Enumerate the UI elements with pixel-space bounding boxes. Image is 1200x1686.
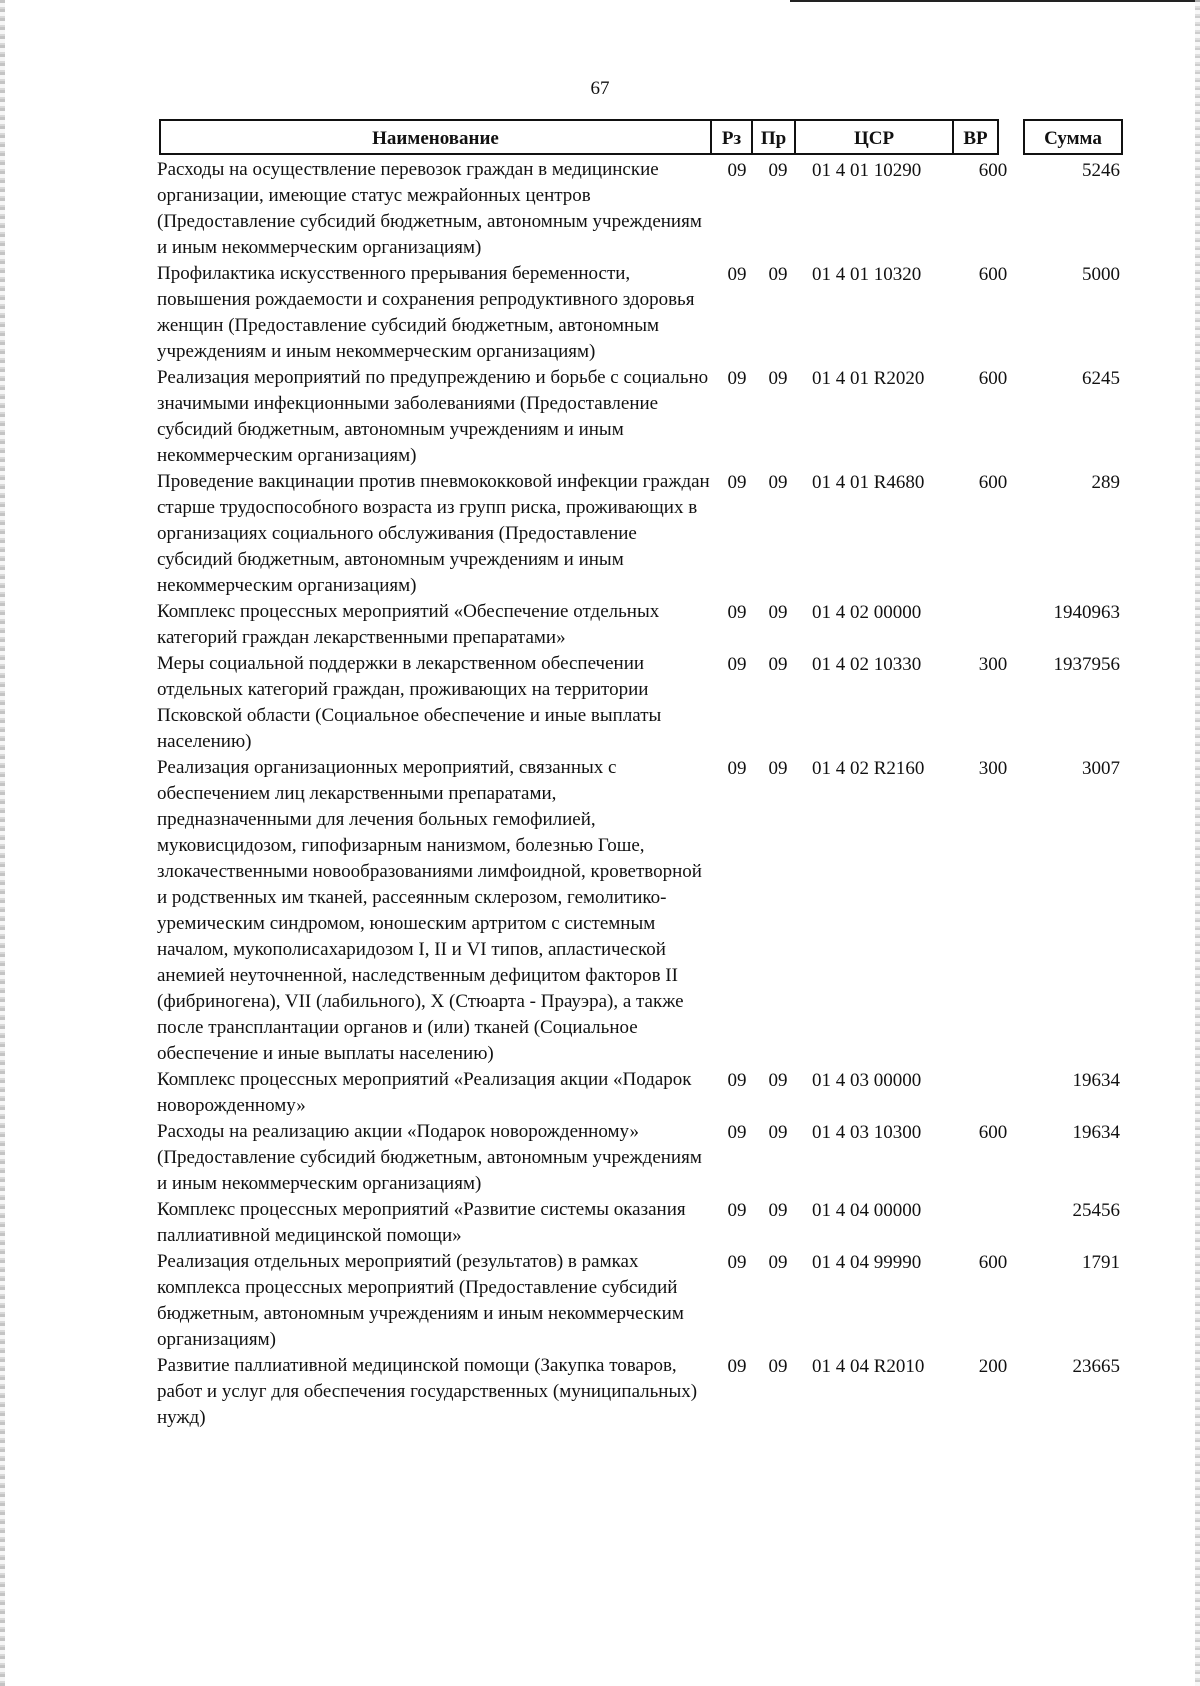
row-csr: 01 4 03 10300	[812, 1122, 922, 1143]
header-pr: Пр	[751, 119, 796, 155]
row-csr: 01 4 01 R2020	[812, 368, 925, 389]
table-row	[0, 651, 1200, 755]
row-name: Реализация организационных мероприятий, связанных с обеспечением лиц лекарственными препаратами, предназначенными для лечения больных гемофилией, муковисцидозом, гипофизарным нанизмом, болезнью Гоше, злокачественными новообразованиями лимфоидной, кроветворной и родственных им тканей, рассеянным склерозом, гемолитико-уремическим синдромом, юношеским артритом с системным началом, мукополисахаридозом I, II и VI типов, апластической анемией неуточненной, наследственным дефицитом факторов II (фибриногена), VII (лабильного), X (Стюарта - Прауэра), а также после трансплантации органов и (или) тканей (Социальное обеспечение и иные выплаты населению)	[157, 757, 702, 1064]
row-sum: 3007	[1082, 758, 1120, 779]
row-name: Меры социальной поддержки в лекарственном обеспечении отдельных категорий граждан, проживающих на территории Псковской области (Социальное обеспечение и иные выплаты населению)	[157, 653, 662, 752]
row-pr: 09	[768, 1252, 788, 1273]
row-pr: 09	[768, 602, 788, 623]
row-sum: 19634	[1072, 1070, 1120, 1091]
row-rz: 09	[727, 264, 747, 285]
row-sum: 25456	[1072, 1200, 1120, 1221]
row-sum: 1940963	[1053, 602, 1120, 623]
row-vr: 300	[978, 758, 1008, 779]
table-row	[0, 1119, 1200, 1197]
table-row	[0, 1249, 1200, 1353]
page-number: 67	[590, 78, 610, 99]
table-row	[0, 755, 1200, 1067]
row-csr: 01 4 01 R4680	[812, 472, 925, 493]
row-name: Комплекс процессных мероприятий «Реализация акции «Подарок новорожденному»	[157, 1069, 692, 1116]
row-sum: 5246	[1082, 160, 1120, 181]
row-rz: 09	[727, 1252, 747, 1273]
table-header	[159, 119, 1124, 155]
row-sum: 19634	[1072, 1122, 1120, 1143]
row-name: Развитие паллиативной медицинской помощи (Закупка товаров, работ и услуг для обеспечения государственных (муниципальных) нужд)	[157, 1355, 698, 1428]
row-vr: 200	[978, 1356, 1008, 1377]
header-name: Наименование	[159, 119, 712, 155]
row-name: Расходы на осуществление перевозок граждан в медицинские организации, имеющие статус межрайонных центров (Предоставление субсидий бюджетным, автономным учреждениям и иным некоммерческим организациям)	[157, 159, 702, 258]
row-name: Комплекс процессных мероприятий «Обеспечение отдельных категорий граждан лекарственными препаратами»	[157, 601, 660, 648]
header-vr: ВР	[952, 119, 999, 155]
row-vr: 600	[978, 472, 1008, 493]
table-row	[0, 157, 1200, 261]
row-csr: 01 4 01 10290	[812, 160, 922, 181]
table-row	[0, 469, 1200, 599]
row-pr: 09	[768, 654, 788, 675]
row-csr: 01 4 02 00000	[812, 602, 922, 623]
row-vr: 600	[978, 1122, 1008, 1143]
row-rz: 09	[727, 1070, 747, 1091]
scan-top-edge	[790, 0, 1200, 2]
row-pr: 09	[768, 758, 788, 779]
row-name: Профилактика искусственного прерывания беременности, повышения рождаемости и сохранения репродуктивного здоровья женщин (Предоставление субсидий бюджетным, автономным учреждениям и иным некоммерческим организациям)	[157, 263, 695, 362]
table-row	[0, 365, 1200, 469]
row-pr: 09	[768, 1356, 788, 1377]
row-csr: 01 4 04 R2010	[812, 1356, 925, 1377]
row-name: Реализация отдельных мероприятий (результатов) в рамках комплекса процессных мероприятий (Предоставление субсидий бюджетным, автономным учреждениям и иным некоммерческим организациям)	[157, 1251, 684, 1350]
row-vr: 600	[978, 368, 1008, 389]
row-pr: 09	[768, 472, 788, 493]
row-rz: 09	[727, 1356, 747, 1377]
row-name: Реализация мероприятий по предупреждению и борьбе с социально значимыми инфекционными заболеваниями (Предоставление субсидий бюджетным, автономным учреждениям и иным некоммерческим организациям)	[157, 367, 709, 466]
row-pr: 09	[768, 160, 788, 181]
row-rz: 09	[727, 758, 747, 779]
row-pr: 09	[768, 368, 788, 389]
row-csr: 01 4 03 00000	[812, 1070, 922, 1091]
row-rz: 09	[727, 472, 747, 493]
table-body	[0, 157, 1200, 1431]
row-sum: 1791	[1082, 1252, 1120, 1273]
row-csr: 01 4 02 10330	[812, 654, 922, 675]
row-vr: 600	[978, 264, 1008, 285]
header-sum: Сумма	[1023, 119, 1123, 155]
row-name: Проведение вакцинации против пневмококковой инфекции граждан старше трудоспособного возраста из групп риска, проживающих в организациях социального обслуживания (Предоставление субсидий бюджетным, автономным учреждениям и иным некоммерческим организациям)	[157, 471, 710, 596]
row-sum: 5000	[1082, 264, 1120, 285]
row-name: Комплекс процессных мероприятий «Развитие системы оказания паллиативной медицинской помощи»	[157, 1199, 686, 1246]
header-csr: ЦСР	[794, 119, 954, 155]
row-pr: 09	[768, 264, 788, 285]
row-vr: 600	[978, 160, 1008, 181]
row-sum: 1937956	[1053, 654, 1120, 675]
row-pr: 09	[768, 1200, 788, 1221]
row-sum: 289	[1091, 472, 1120, 493]
row-csr: 01 4 01 10320	[812, 264, 922, 285]
row-pr: 09	[768, 1070, 788, 1091]
row-name: Расходы на реализацию акции «Подарок новорожденному» (Предоставление субсидий бюджетным, автономным учреждениям и иным некоммерческим организациям)	[157, 1121, 702, 1194]
table-row	[0, 1353, 1200, 1431]
table-row	[0, 261, 1200, 365]
row-vr: 600	[978, 1252, 1008, 1273]
row-csr: 01 4 04 99990	[812, 1252, 922, 1273]
row-rz: 09	[727, 1200, 747, 1221]
table-row	[0, 599, 1200, 651]
table-row	[0, 1197, 1200, 1249]
row-rz: 09	[727, 160, 747, 181]
row-rz: 09	[727, 602, 747, 623]
row-sum: 23665	[1072, 1356, 1120, 1377]
header-rz: Рз	[710, 119, 753, 155]
row-rz: 09	[727, 368, 747, 389]
row-csr: 01 4 04 00000	[812, 1200, 922, 1221]
row-vr: 300	[978, 654, 1008, 675]
row-rz: 09	[727, 654, 747, 675]
row-csr: 01 4 02 R2160	[812, 758, 925, 779]
row-rz: 09	[727, 1122, 747, 1143]
row-pr: 09	[768, 1122, 788, 1143]
row-sum: 6245	[1082, 368, 1120, 389]
table-row	[0, 1067, 1200, 1119]
